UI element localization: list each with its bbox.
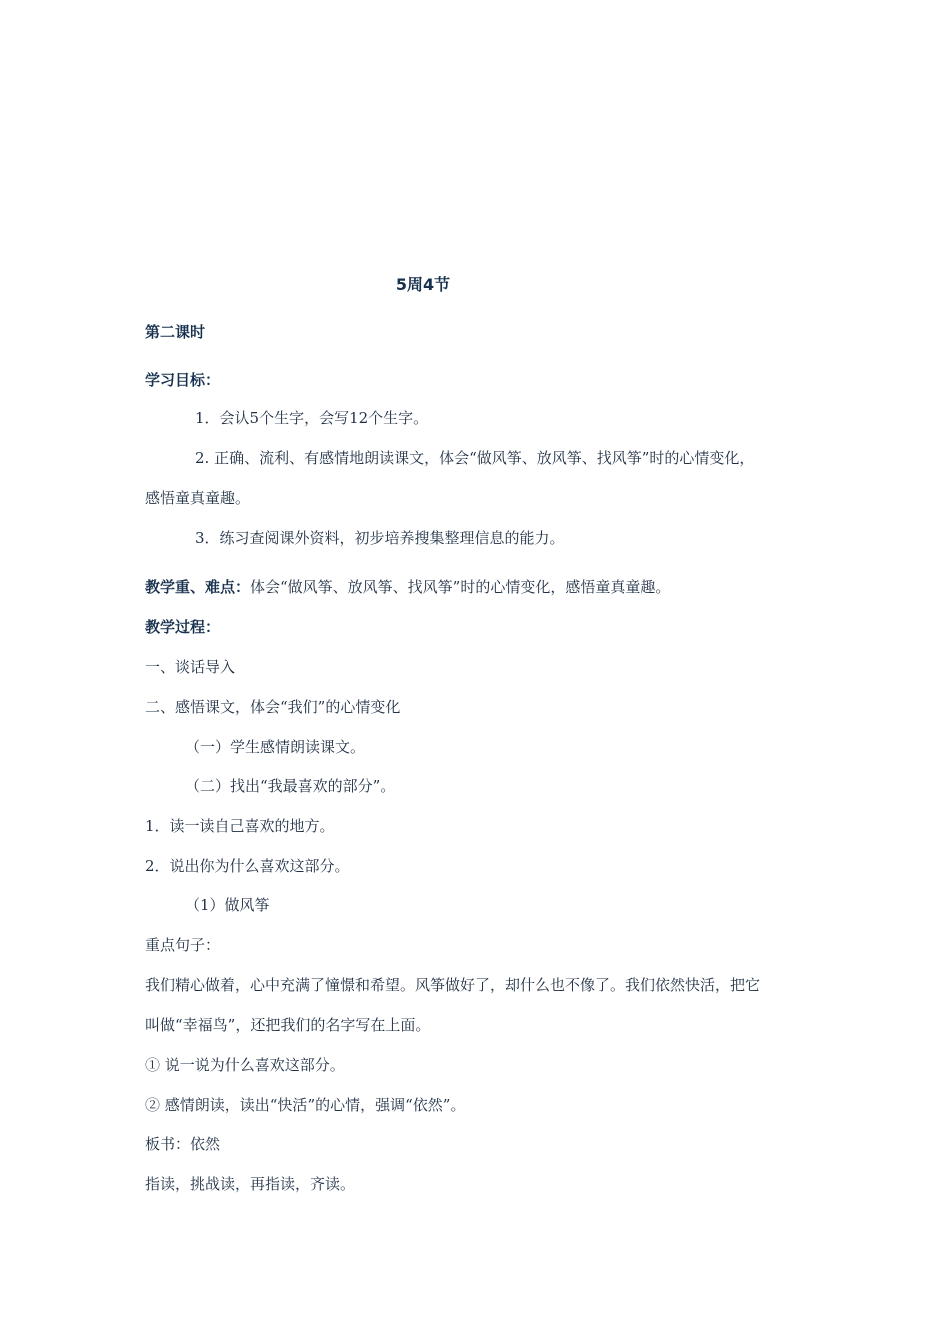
goals-heading: 学习目标： [145,371,221,389]
step-2: 二、感悟课文，体会“我们”的心情变化 [145,698,401,716]
key-points [145,577,670,597]
activity-1: ① 说一说为什么喜欢这部分。 [145,1056,345,1074]
sub-step-1: （一）学生感情朗读课文。 [185,738,366,756]
list-item-1: 1．读一读自己喜欢的地方。 [145,817,335,835]
activity-2: ② 感情朗读，读出“快活”的心情，强调“依然”。 [145,1096,466,1114]
key-points-label: 教学重、难点： [145,578,251,596]
key-points-text: 体会“做风筝、放风筝、找风筝”时的心情变化，感悟童真童趣。 [250,578,671,596]
sub-step-2: （二）找出“我最喜欢的部分”。 [185,777,396,795]
key-sentence-line-2: 叫做“幸福鸟”，还把我们的名字写在上面。 [145,1016,431,1034]
board-note: 板书：依然 [145,1135,221,1153]
goal-item-2: 2. 正确、流利、有感情地朗读课文，体会“做风筝、放风筝、找风筝”时的心情变化， [195,449,755,467]
page-title: 5周4节 [395,275,451,294]
process-heading: 教学过程： [145,618,221,636]
goal-item-1: 1．会认5个生字，会写12个生字。 [195,409,429,427]
step-1: 一、谈话导入 [145,658,236,676]
part-1-heading: （1）做风筝 [185,896,270,914]
list-item-2: 2．说出你为什么喜欢这部分。 [145,857,350,875]
lesson-label: 第二课时 [145,323,206,341]
goal-item-2-continued: 感悟童真童趣。 [145,489,251,507]
goal-item-3: 3．练习查阅课外资料，初步培养搜集整理信息的能力。 [195,529,565,547]
reading-methods: 指读，挑战读，再指读，齐读。 [145,1175,356,1193]
key-sentence-line-1: 我们精心做着，心中充满了憧憬和希望。风筝做好了，却什么也不像了。我们依然快活，把它 [145,976,761,994]
key-sentence-label: 重点句子： [145,936,221,954]
